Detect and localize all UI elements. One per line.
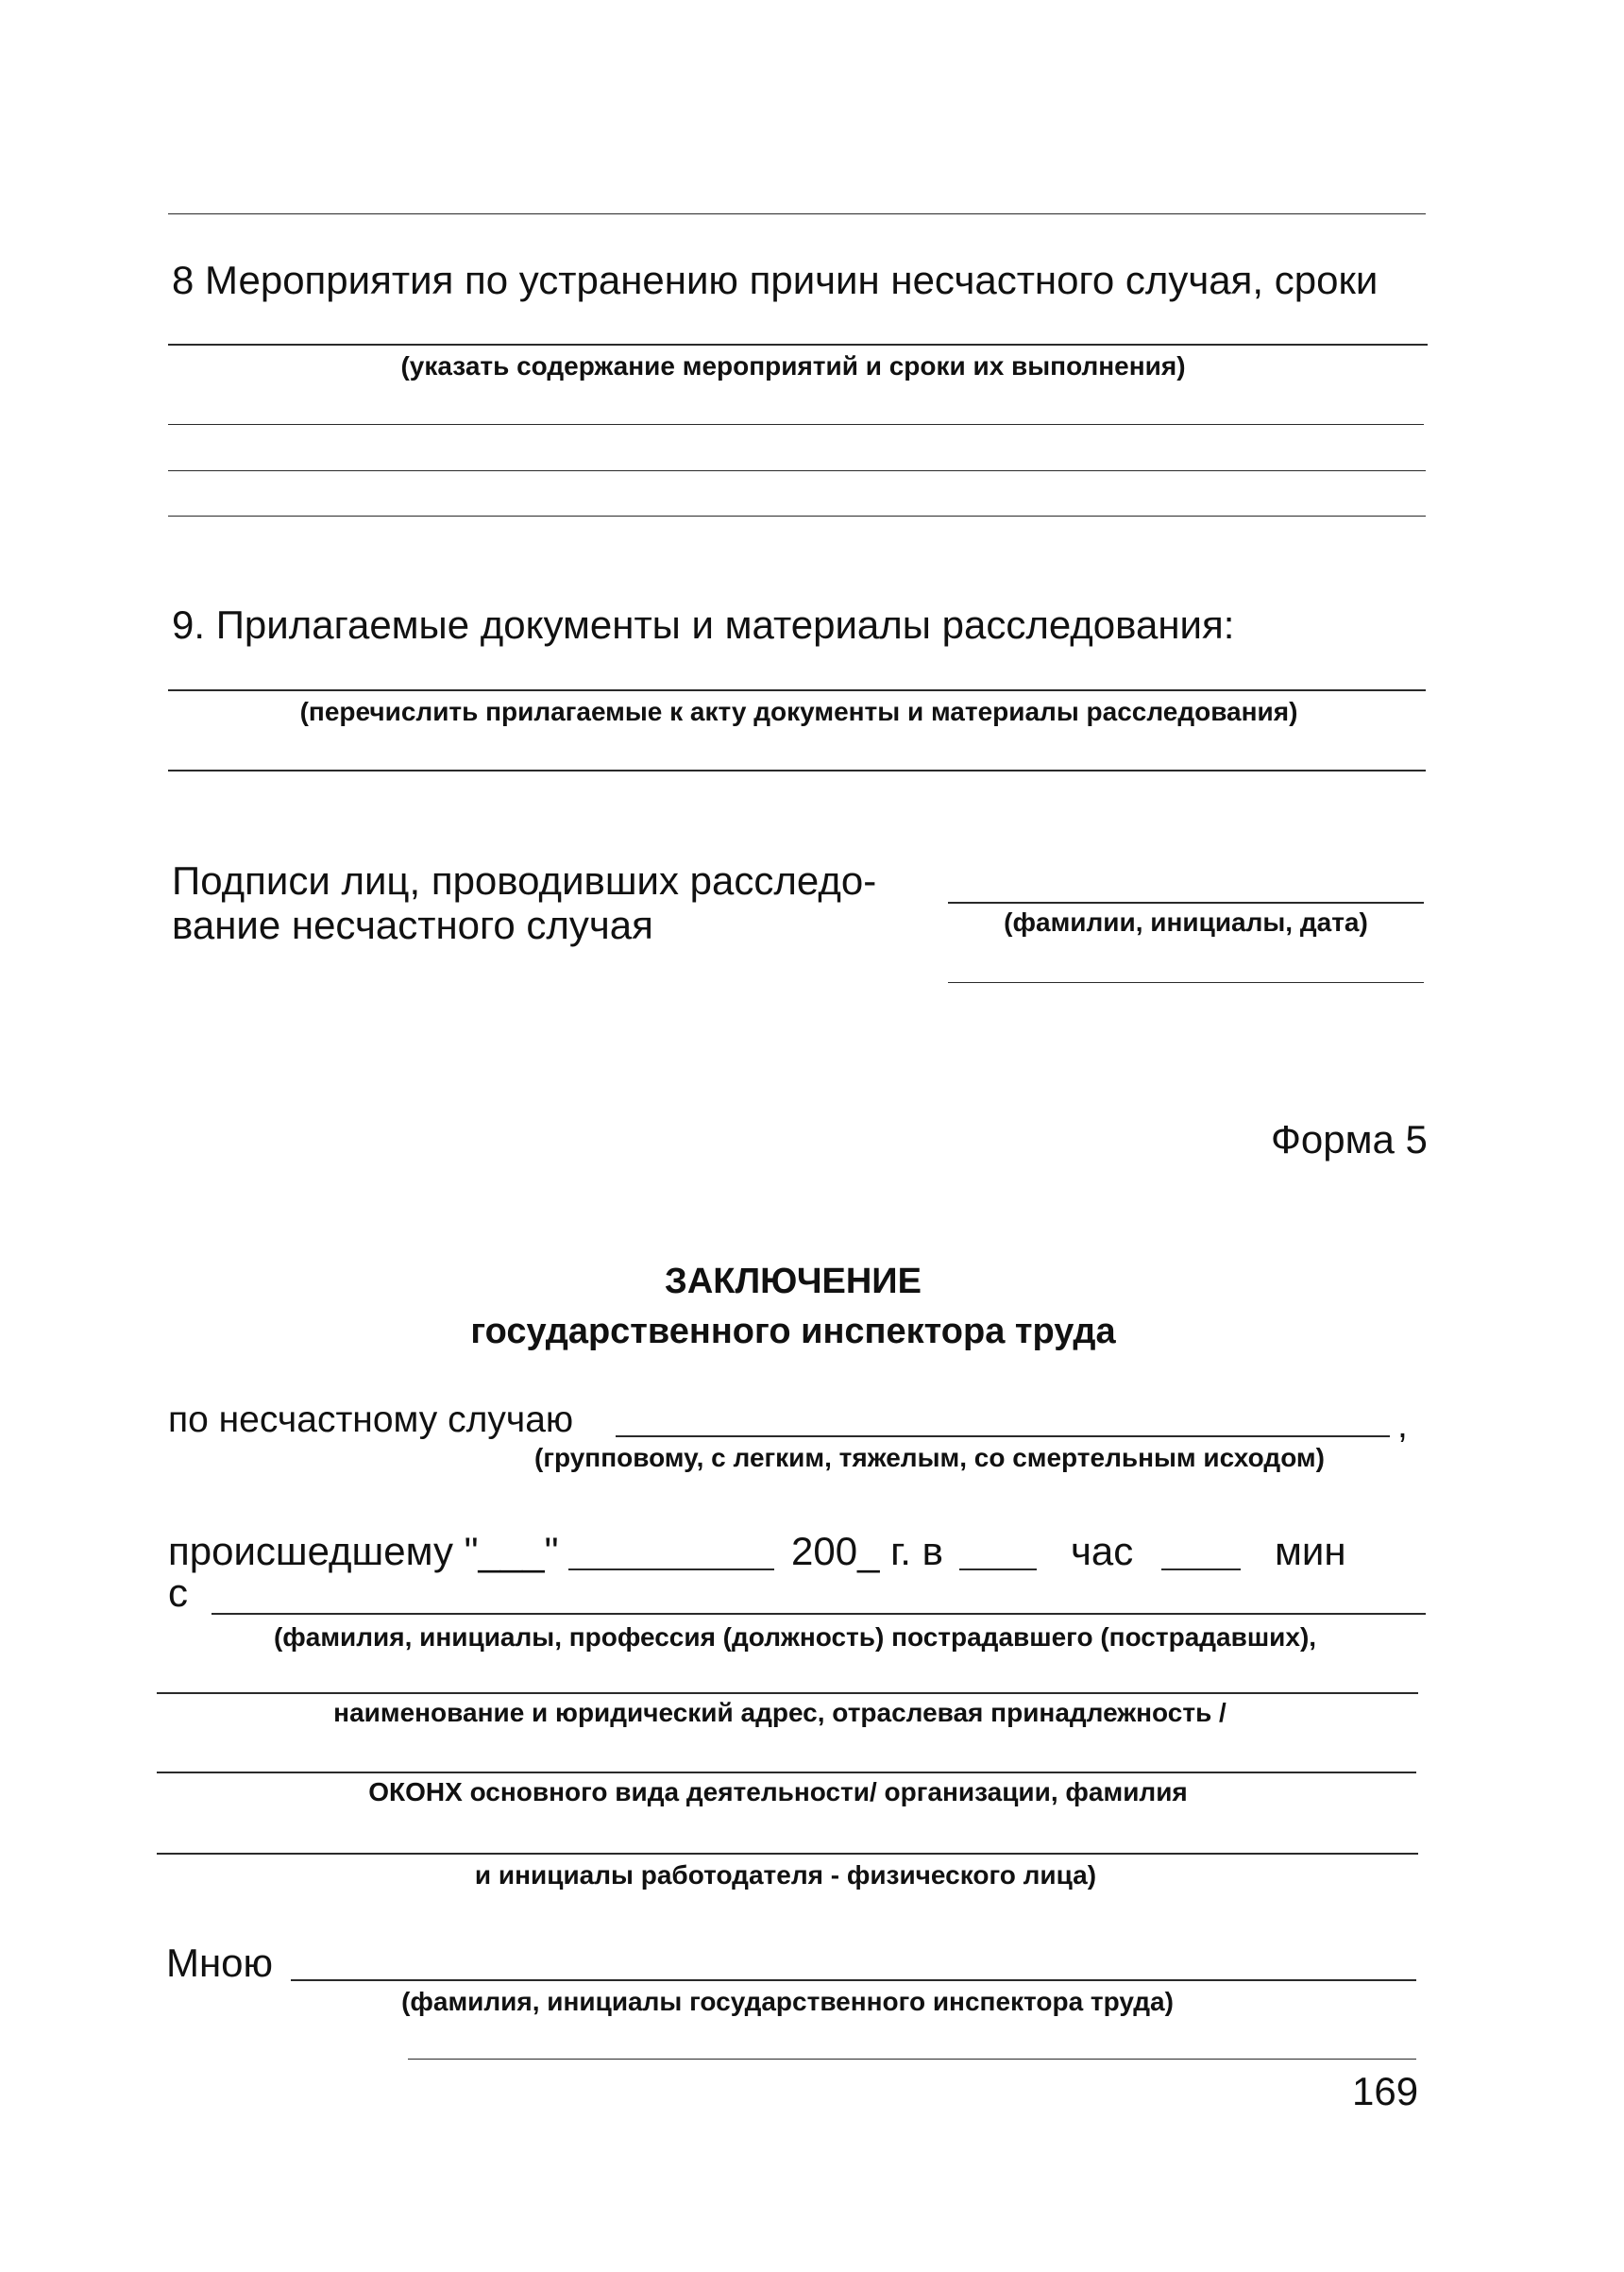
- victim-line-2[interactable]: [157, 1692, 1418, 1694]
- section-8-line-2: [168, 424, 1424, 425]
- section-9-heading: 9. Прилагаемые документы и материалы расследования:: [172, 602, 1235, 647]
- signatures-label-line-1: Подписи лиц, проводивших расследо-: [172, 858, 877, 903]
- by-me-prefix: Мною: [166, 1941, 274, 1985]
- occurred-month-field[interactable]: [568, 1568, 774, 1570]
- occurred-min-label: мин: [1275, 1529, 1346, 1573]
- accident-type-field[interactable]: [616, 1435, 1390, 1437]
- with-prefix: с: [168, 1570, 188, 1615]
- victim-line-4[interactable]: [157, 1853, 1418, 1855]
- victim-field[interactable]: [211, 1613, 1426, 1615]
- signatures-label-line-2: вание несчастного случая: [172, 903, 653, 947]
- inspector-caption: (фамилия, инициалы государственного инспектора труда): [401, 1987, 1174, 2016]
- page-number: 169: [1352, 2069, 1419, 2113]
- section-8-fill-line: [168, 344, 1428, 346]
- victim-caption-1: (фамилия, инициалы, профессия (должность) пострадавшего (пострадавших),: [273, 1622, 1317, 1652]
- occurred-hour-field[interactable]: [959, 1568, 1037, 1570]
- section-8-line-3: [168, 470, 1426, 471]
- signatures-line-2: [948, 982, 1424, 983]
- occurred-hour-label: час: [1071, 1529, 1134, 1573]
- victim-caption-3: ОКОНХ основного вида деятельности/ организации, фамилия: [368, 1777, 1188, 1806]
- section-8-heading: 8 Мероприятия по устранению причин несчастного случая, сроки: [172, 258, 1379, 302]
- inspector-field[interactable]: [291, 1979, 1416, 1981]
- victim-line-3[interactable]: [157, 1772, 1416, 1773]
- accident-prefix: по несчастному случаю: [168, 1399, 574, 1440]
- section-9-fill-line: [168, 689, 1426, 691]
- victim-caption-2: наименование и юридический адрес, отраслевая принадлежность /: [333, 1698, 1226, 1727]
- form-label: Форма 5: [1271, 1117, 1428, 1161]
- victim-caption-4: и инициалы работодателя - физического лица): [474, 1860, 1097, 1890]
- section-9-caption: (перечислить прилагаемые к акту документы и материалы расследования): [299, 697, 1298, 726]
- section-8-line-4: [168, 516, 1426, 517]
- signatures-fill-line: [948, 902, 1424, 904]
- conclusion-title: ЗАКЛЮЧЕНИЕ: [665, 1262, 922, 1301]
- occurred-min-field[interactable]: [1161, 1568, 1241, 1570]
- accident-caption: (групповому, с легким, тяжелым, со смертельным исходом): [534, 1443, 1325, 1472]
- section-8-caption: (указать содержание мероприятий и сроки их выполнения): [400, 351, 1186, 381]
- occurred-year: 200_ г. в: [791, 1529, 943, 1573]
- signatures-caption: (фамилии, инициалы, дата): [1004, 907, 1368, 937]
- accident-comma: ,: [1397, 1405, 1408, 1446]
- section-9-line-2: [168, 770, 1426, 771]
- occurred-prefix: происшедшему "___": [168, 1529, 559, 1573]
- inspector-line-2[interactable]: [408, 2059, 1416, 2060]
- conclusion-subtitle: государственного инспектора труда: [470, 1312, 1116, 1351]
- top-rule: [168, 213, 1426, 214]
